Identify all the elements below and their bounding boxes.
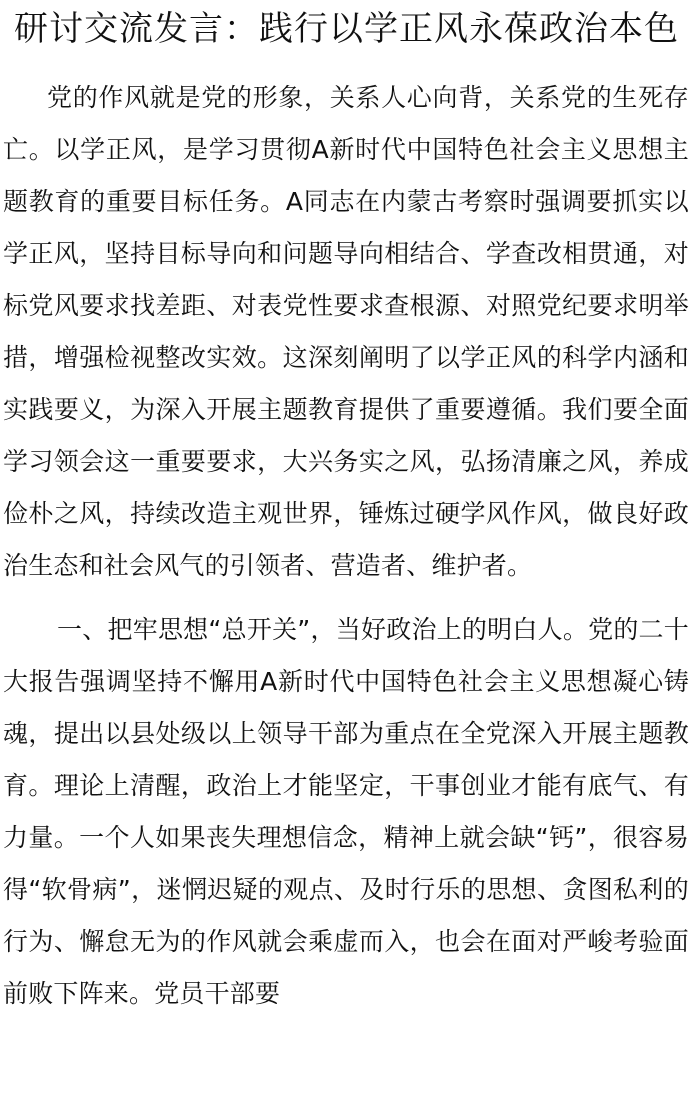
document-title: 研讨交流发言：践行以学正风永葆政治本色 <box>14 9 679 49</box>
paragraph-section-one: 一、把牢思想“总开关”，当好政治上的明白人。党的二十大报告强调坚持不懈用A新时代中国特色社会主义思想凝心铸魂，提出以县处级以上领导干部为重点在全党深入开展主题教育。理论上清醒，政治上才能坚定，干事创业才能有底气、有力量。一个人如果丧失理想信念，精神上就会缺“钙”，很容易得“软骨病”，迷惘迟疑的观点、及时行乐的思想、贪图私利的行为、懈怠无为的作风就会乘虚而入，也会在面对严峻考验面前败下阵来。党员干部要 <box>3 615 689 1008</box>
paragraph-intro: 党的作风就是党的形象，关系人心向背，关系党的生死存亡。以学正风，是学习贯彻A新时代中国特色社会主义思想主题教育的重要目标任务。A同志在内蒙古考察时强调要抓实以学正风，坚持目标导向和问题导向相结合、学查改相贯通，对标党风要求找差距、对表党性要求查根源、对照党纪要求明举措，增强检视整改实效。这深刻阐明了以学正风的科学内涵和实践要义，为深入开展主题教育提供了重要遵循。我们要全面学习领会这一重要要求，大兴务实之风，弘扬清廉之风，养成俭朴之风，持续改造主观世界，锤炼过硬学风作风，做良好政治生态和社会风气的引领者、营造者、维护者。 <box>3 83 689 580</box>
